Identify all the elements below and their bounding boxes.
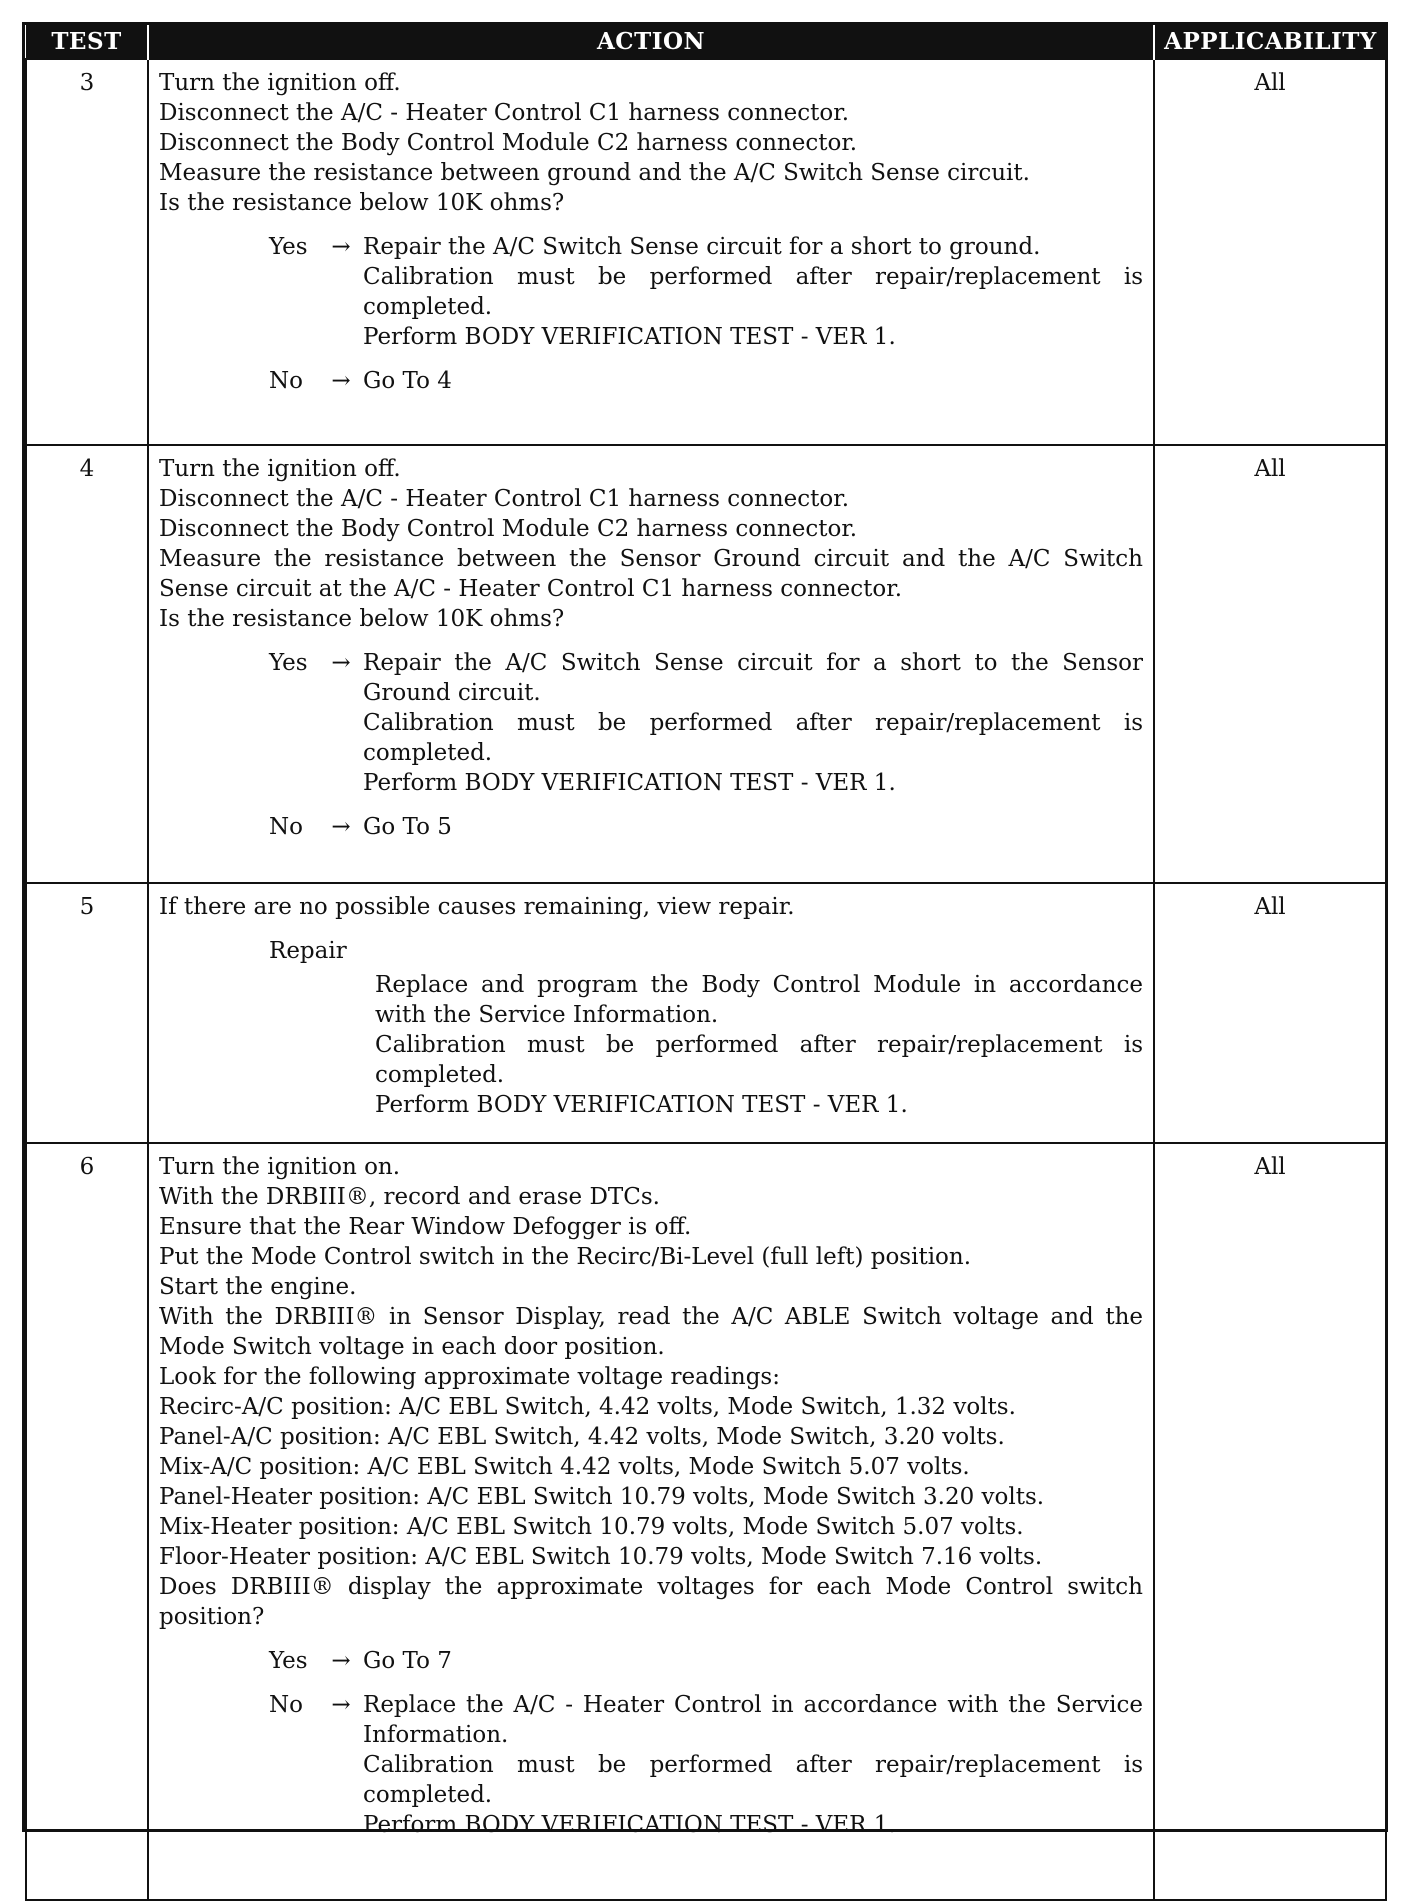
header-test: TEST (26, 25, 148, 59)
repair-label: Repair (269, 938, 347, 964)
yes-answer-label: Yes (269, 1648, 308, 1674)
procedure-page (22, 22, 1388, 1838)
diagnostic-table (25, 25, 1387, 1901)
applicability-value: All (1154, 1143, 1386, 1900)
test-number: 4 (26, 445, 148, 883)
action-step: Does DRBIII® display the approximate voltages for each Mode Control switch position? (159, 1574, 1143, 1630)
action-step: Turn the ignition off. (159, 456, 401, 482)
no-answer-label: No (269, 1692, 303, 1718)
action-step: Measure the resistance between ground and the A/C Switch Sense circuit. (159, 160, 1030, 186)
yes-answer (159, 1646, 1143, 1676)
right-arrow-icon: → (331, 1648, 351, 1674)
action-step: If there are no possible causes remaining, view repair. (159, 894, 795, 920)
no-answer (159, 1690, 1143, 1840)
action-cell (148, 59, 1154, 445)
action-step: Put the Mode Control switch in the Recirc/Bi-Level (full left) position. (159, 1244, 972, 1270)
test-number: 3 (26, 59, 148, 445)
applicability-value: All (1154, 445, 1386, 883)
action-step: Turn the ignition off. (159, 70, 401, 96)
action-step: Disconnect the A/C - Heater Control C1 harness connector. (159, 486, 849, 512)
repair-text: Replace and program the Body Control Module in accordance with the Service Information. (375, 972, 1143, 1028)
no-answer-label: No (269, 814, 303, 840)
yes-answer-text: Calibration must be performed after repair/replacement is completed. (363, 710, 1143, 766)
yes-answer-text: Calibration must be performed after repair/replacement is completed. (363, 264, 1143, 320)
action-step: Ensure that the Rear Window Defogger is off. (159, 1214, 692, 1240)
test-number: 6 (26, 1143, 148, 1900)
yes-answer-text: Repair the A/C Switch Sense circuit for a short to ground. (363, 234, 1041, 260)
action-step: Panel-A/C position: A/C EBL Switch, 4.42 volts, Mode Switch, 3.20 volts. (159, 1424, 1005, 1450)
yes-answer-text: Repair the A/C Switch Sense circuit for a short to the Sensor Ground circuit. (363, 650, 1143, 706)
yes-answer-label: Yes (269, 234, 308, 260)
yes-answer (159, 648, 1143, 798)
yes-answer-label: Yes (269, 650, 308, 676)
no-answer-text: Calibration must be performed after repair/replacement is completed. (363, 1752, 1143, 1808)
action-step: Mix-A/C position: A/C EBL Switch 4.42 volts, Mode Switch 5.07 volts. (159, 1454, 970, 1480)
action-step: Floor-Heater position: A/C EBL Switch 10.79 volts, Mode Switch 7.16 volts. (159, 1544, 1043, 1570)
right-arrow-icon: → (331, 368, 351, 394)
header-applicability: APPLICABILITY (1154, 25, 1386, 59)
table-row (26, 883, 1386, 1143)
action-step: Disconnect the A/C - Heater Control C1 harness connector. (159, 100, 849, 126)
right-arrow-icon: → (331, 1692, 351, 1718)
action-step: Is the resistance below 10K ohms? (159, 606, 565, 632)
right-arrow-icon: → (331, 650, 351, 676)
repair-instructions (159, 970, 1143, 1120)
header-action: ACTION (148, 25, 1154, 59)
no-answer (159, 366, 1143, 396)
yes-answer-text: Go To 7 (363, 1648, 452, 1674)
action-step: Start the engine. (159, 1274, 357, 1300)
action-step: Disconnect the Body Control Module C2 harness connector. (159, 130, 858, 156)
applicability-value: All (1154, 883, 1386, 1143)
action-step: Disconnect the Body Control Module C2 harness connector. (159, 516, 858, 542)
no-answer-text: Go To 4 (363, 368, 452, 394)
table-row (26, 445, 1386, 883)
right-arrow-icon: → (331, 234, 351, 260)
action-step: With the DRBIII® in Sensor Display, read the A/C ABLE Switch voltage and the Mode Switch voltage in each door position. (159, 1304, 1143, 1360)
action-step: Measure the resistance between the Sensor Ground circuit and the A/C Switch Sense circuit at the A/C - Heater Control C1 harness connector. (159, 546, 1143, 602)
table-row (26, 1143, 1386, 1900)
no-answer-text: Replace the A/C - Heater Control in accordance with the Service Information. (363, 1692, 1143, 1748)
action-step: Turn the ignition on. (159, 1154, 401, 1180)
action-step: Mix-Heater position: A/C EBL Switch 10.79 volts, Mode Switch 5.07 volts. (159, 1514, 1024, 1540)
action-cell (148, 883, 1154, 1143)
yes-answer-text: Perform BODY VERIFICATION TEST - VER 1. (363, 324, 896, 350)
repair-text: Calibration must be performed after repair/replacement is completed. (375, 1032, 1143, 1088)
no-answer-text: Perform BODY VERIFICATION TEST - VER 1. (363, 1812, 896, 1838)
no-answer-label: No (269, 368, 303, 394)
action-step: Is the resistance below 10K ohms? (159, 190, 565, 216)
no-answer-text: Go To 5 (363, 814, 452, 840)
action-step: Look for the following approximate voltage readings: (159, 1364, 780, 1390)
test-number: 5 (26, 883, 148, 1143)
yes-answer-text: Perform BODY VERIFICATION TEST - VER 1. (363, 770, 896, 796)
no-answer (159, 812, 1143, 842)
table-row (26, 59, 1386, 445)
yes-answer (159, 232, 1143, 352)
action-cell (148, 1143, 1154, 1900)
action-step: Panel-Heater position: A/C EBL Switch 10.79 volts, Mode Switch 3.20 volts. (159, 1484, 1045, 1510)
right-arrow-icon: → (331, 814, 351, 840)
action-step: With the DRBIII®, record and erase DTCs. (159, 1184, 660, 1210)
table-header (26, 25, 1386, 59)
repair-text: Perform BODY VERIFICATION TEST - VER 1. (375, 1092, 908, 1118)
action-cell (148, 445, 1154, 883)
applicability-value: All (1154, 59, 1386, 445)
action-step: Recirc-A/C position: A/C EBL Switch, 4.42 volts, Mode Switch, 1.32 volts. (159, 1394, 1016, 1420)
